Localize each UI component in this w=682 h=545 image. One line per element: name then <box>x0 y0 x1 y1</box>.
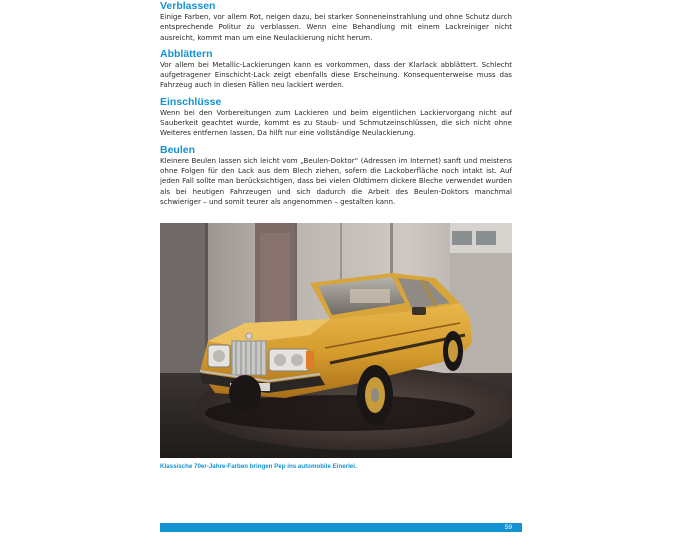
section-verblassen <box>160 0 512 43</box>
section-paragraph: Kleinere Beulen lassen sich leicht vom „Beulen-Doktor“ (Adressen im Internet) sanft und meistens ohne Folgen für den Lack aus dem Blech ziehen, sofern die Lackoberfläche noch intakt ist. Auf jeden Fall sollte man berücksichtigen, dass bei vielen Oldtimern dickere Bleche verwendet wurden als bei heutigen Fahrzeugen und sich dadurch die Arbeit des Beulen-Doktors manchmal schwieriger – und somit teurer als angenommen – gestalten kann. <box>160 155 512 206</box>
car-photo <box>160 223 512 458</box>
section-paragraph: Einige Farben, vor allem Rot, neigen dazu, bei starker Sonneneinstrahlung und ohne Schutz durch entsprechende Politur zu verblassen. Wenn eine Behandlung mit einem Lackreiniger nicht ausreicht, kommt man um eine Neulackierung nicht herum. <box>160 12 512 42</box>
section-paragraph: Vor allem bei Metallic-Lackierungen kann es vorkommen, dass der Klarlack abblättert. Schlecht aufgetragener Einschicht-Lack zeigt ebenfalls diese Erscheinung. Konsequenterweise muss das Fahrzeug auch in diesen Fällen neu lackiert werden. <box>160 59 512 90</box>
section-beulen <box>160 144 512 207</box>
section-einschluesse <box>160 96 512 139</box>
photo-caption: Klassische 70er-Jahre-Farben bringen Pep ins automobile Einerlei. <box>160 463 357 470</box>
article-column <box>160 0 512 212</box>
page-footer-bar <box>160 523 522 532</box>
car-photo-illustration <box>160 223 512 458</box>
section-paragraph: Wenn bei den Vorbereitungen zum Lackieren und beim eigentlichen Lackiervorgang nicht auf Sauberkeit geachtet wurde, kommt es zu Staub- und Schmutzeinschlüssen, die sich nicht ohne Weiteres entfernen lassen. Da hilft nur eine vollständige Neulackierung. <box>160 107 512 138</box>
section-heading: Abblättern <box>160 47 213 60</box>
section-heading: Verblassen <box>160 0 216 12</box>
page-number: 59 <box>504 524 512 531</box>
section-heading: Einschlüsse <box>160 95 222 108</box>
section-abblaettern <box>160 48 512 91</box>
section-heading: Beulen <box>160 143 196 156</box>
